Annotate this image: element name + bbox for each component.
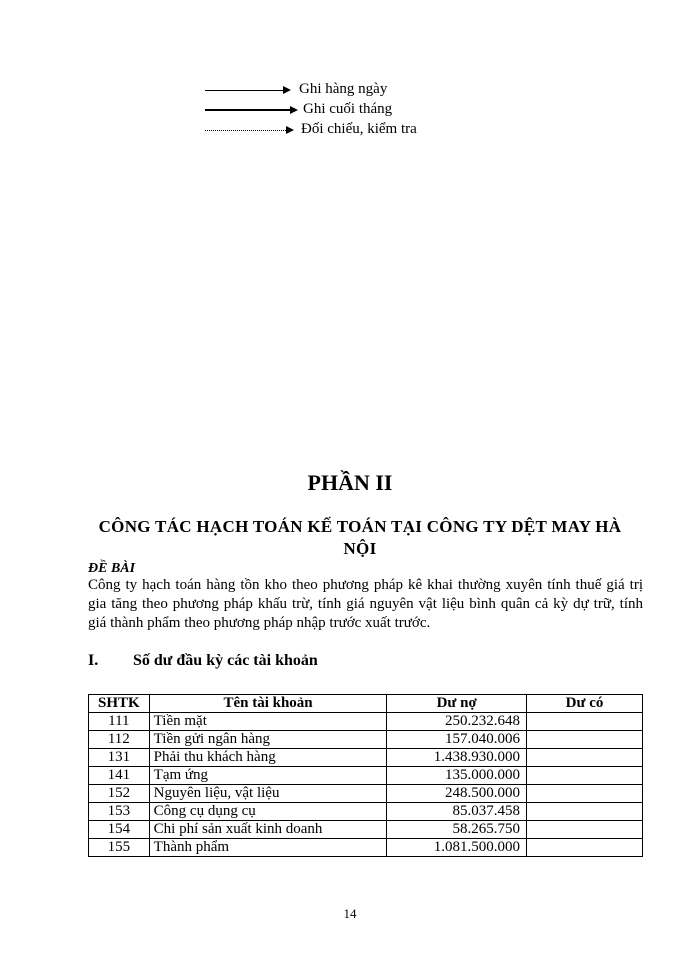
dotted-arrow-icon xyxy=(205,130,288,131)
arrowhead-icon xyxy=(283,86,291,94)
account-name: Tiền gửi ngân hàng xyxy=(149,731,387,749)
legend-label: Đối chiếu, kiểm tra xyxy=(301,121,417,137)
table-row xyxy=(89,839,643,857)
account-code: 155 xyxy=(89,839,150,857)
table-row xyxy=(89,749,643,767)
legend-label: Ghi hàng ngày xyxy=(299,81,388,97)
thin-arrow-icon xyxy=(205,90,285,91)
arrowhead-icon xyxy=(290,106,298,114)
assignment-body: Công ty hạch toán hàng tồn kho theo phương pháp kê khai thường xuyên tính thuế giá trị gia tăng theo phương pháp khấu trừ, tính giá nguyên vật liệu bình quân cả kỳ dự trữ, tính giá thành phẩm theo phương pháp nhập trước xuất trước. xyxy=(88,577,643,631)
debit-balance: 248.500.000 xyxy=(387,785,527,803)
table-row xyxy=(89,767,643,785)
legend-monthly xyxy=(205,100,465,120)
legend-daily xyxy=(205,80,465,100)
section-title: Số dư đầu kỳ các tài khoản xyxy=(133,652,318,669)
credit-balance xyxy=(526,803,642,821)
account-name: Nguyên liệu, vật liệu xyxy=(149,785,387,803)
account-code: 112 xyxy=(89,731,150,749)
legend-check xyxy=(205,120,465,140)
account-name: Thành phẩm xyxy=(149,839,387,857)
column-header: Dư nợ xyxy=(387,695,527,713)
debit-balance: 135.000.000 xyxy=(387,767,527,785)
part-title: PHẦN II xyxy=(307,470,393,495)
table-row xyxy=(89,821,643,839)
account-code: 153 xyxy=(89,803,150,821)
account-code: 141 xyxy=(89,767,150,785)
credit-balance xyxy=(526,785,642,803)
debit-balance: 1.438.930.000 xyxy=(387,749,527,767)
section-number: I. xyxy=(88,652,99,669)
credit-balance xyxy=(526,713,642,731)
debit-balance: 157.040.006 xyxy=(387,731,527,749)
assignment-label: ĐỀ BÀI xyxy=(88,561,136,576)
credit-balance xyxy=(526,731,642,749)
credit-balance xyxy=(526,821,642,839)
account-name: Tạm ứng xyxy=(149,767,387,785)
account-name: Công cụ dụng cụ xyxy=(149,803,387,821)
company-title: CÔNG TÁC HẠCH TOÁN KẾ TOÁN TẠI CÔNG TY DỆT MAY HÀ NỘI xyxy=(98,517,622,558)
table-row xyxy=(89,803,643,821)
arrowhead-icon xyxy=(286,126,294,134)
debit-balance: 250.232.648 xyxy=(387,713,527,731)
table-row xyxy=(89,785,643,803)
diagram-legend xyxy=(205,80,465,140)
column-header: Tên tài khoản xyxy=(149,695,387,713)
table-header-row xyxy=(89,695,643,713)
opening-balance-table xyxy=(88,694,643,857)
account-name: Chi phí sản xuất kinh doanh xyxy=(149,821,387,839)
debit-balance: 1.081.500.000 xyxy=(387,839,527,857)
credit-balance xyxy=(526,749,642,767)
account-code: 154 xyxy=(89,821,150,839)
thick-arrow-icon xyxy=(205,109,292,111)
account-name: Tiền mặt xyxy=(149,713,387,731)
page-number: 14 xyxy=(343,906,357,921)
table-row xyxy=(89,713,643,731)
account-name: Phải thu khách hàng xyxy=(149,749,387,767)
account-code: 111 xyxy=(89,713,150,731)
account-code: 131 xyxy=(89,749,150,767)
column-header: SHTK xyxy=(89,695,150,713)
credit-balance xyxy=(526,767,642,785)
account-code: 152 xyxy=(89,785,150,803)
debit-balance: 58.265.750 xyxy=(387,821,527,839)
credit-balance xyxy=(526,839,642,857)
section-heading xyxy=(88,652,318,670)
column-header: Dư có xyxy=(526,695,642,713)
debit-balance: 85.037.458 xyxy=(387,803,527,821)
legend-label: Ghi cuối tháng xyxy=(303,101,393,117)
table-row xyxy=(89,731,643,749)
